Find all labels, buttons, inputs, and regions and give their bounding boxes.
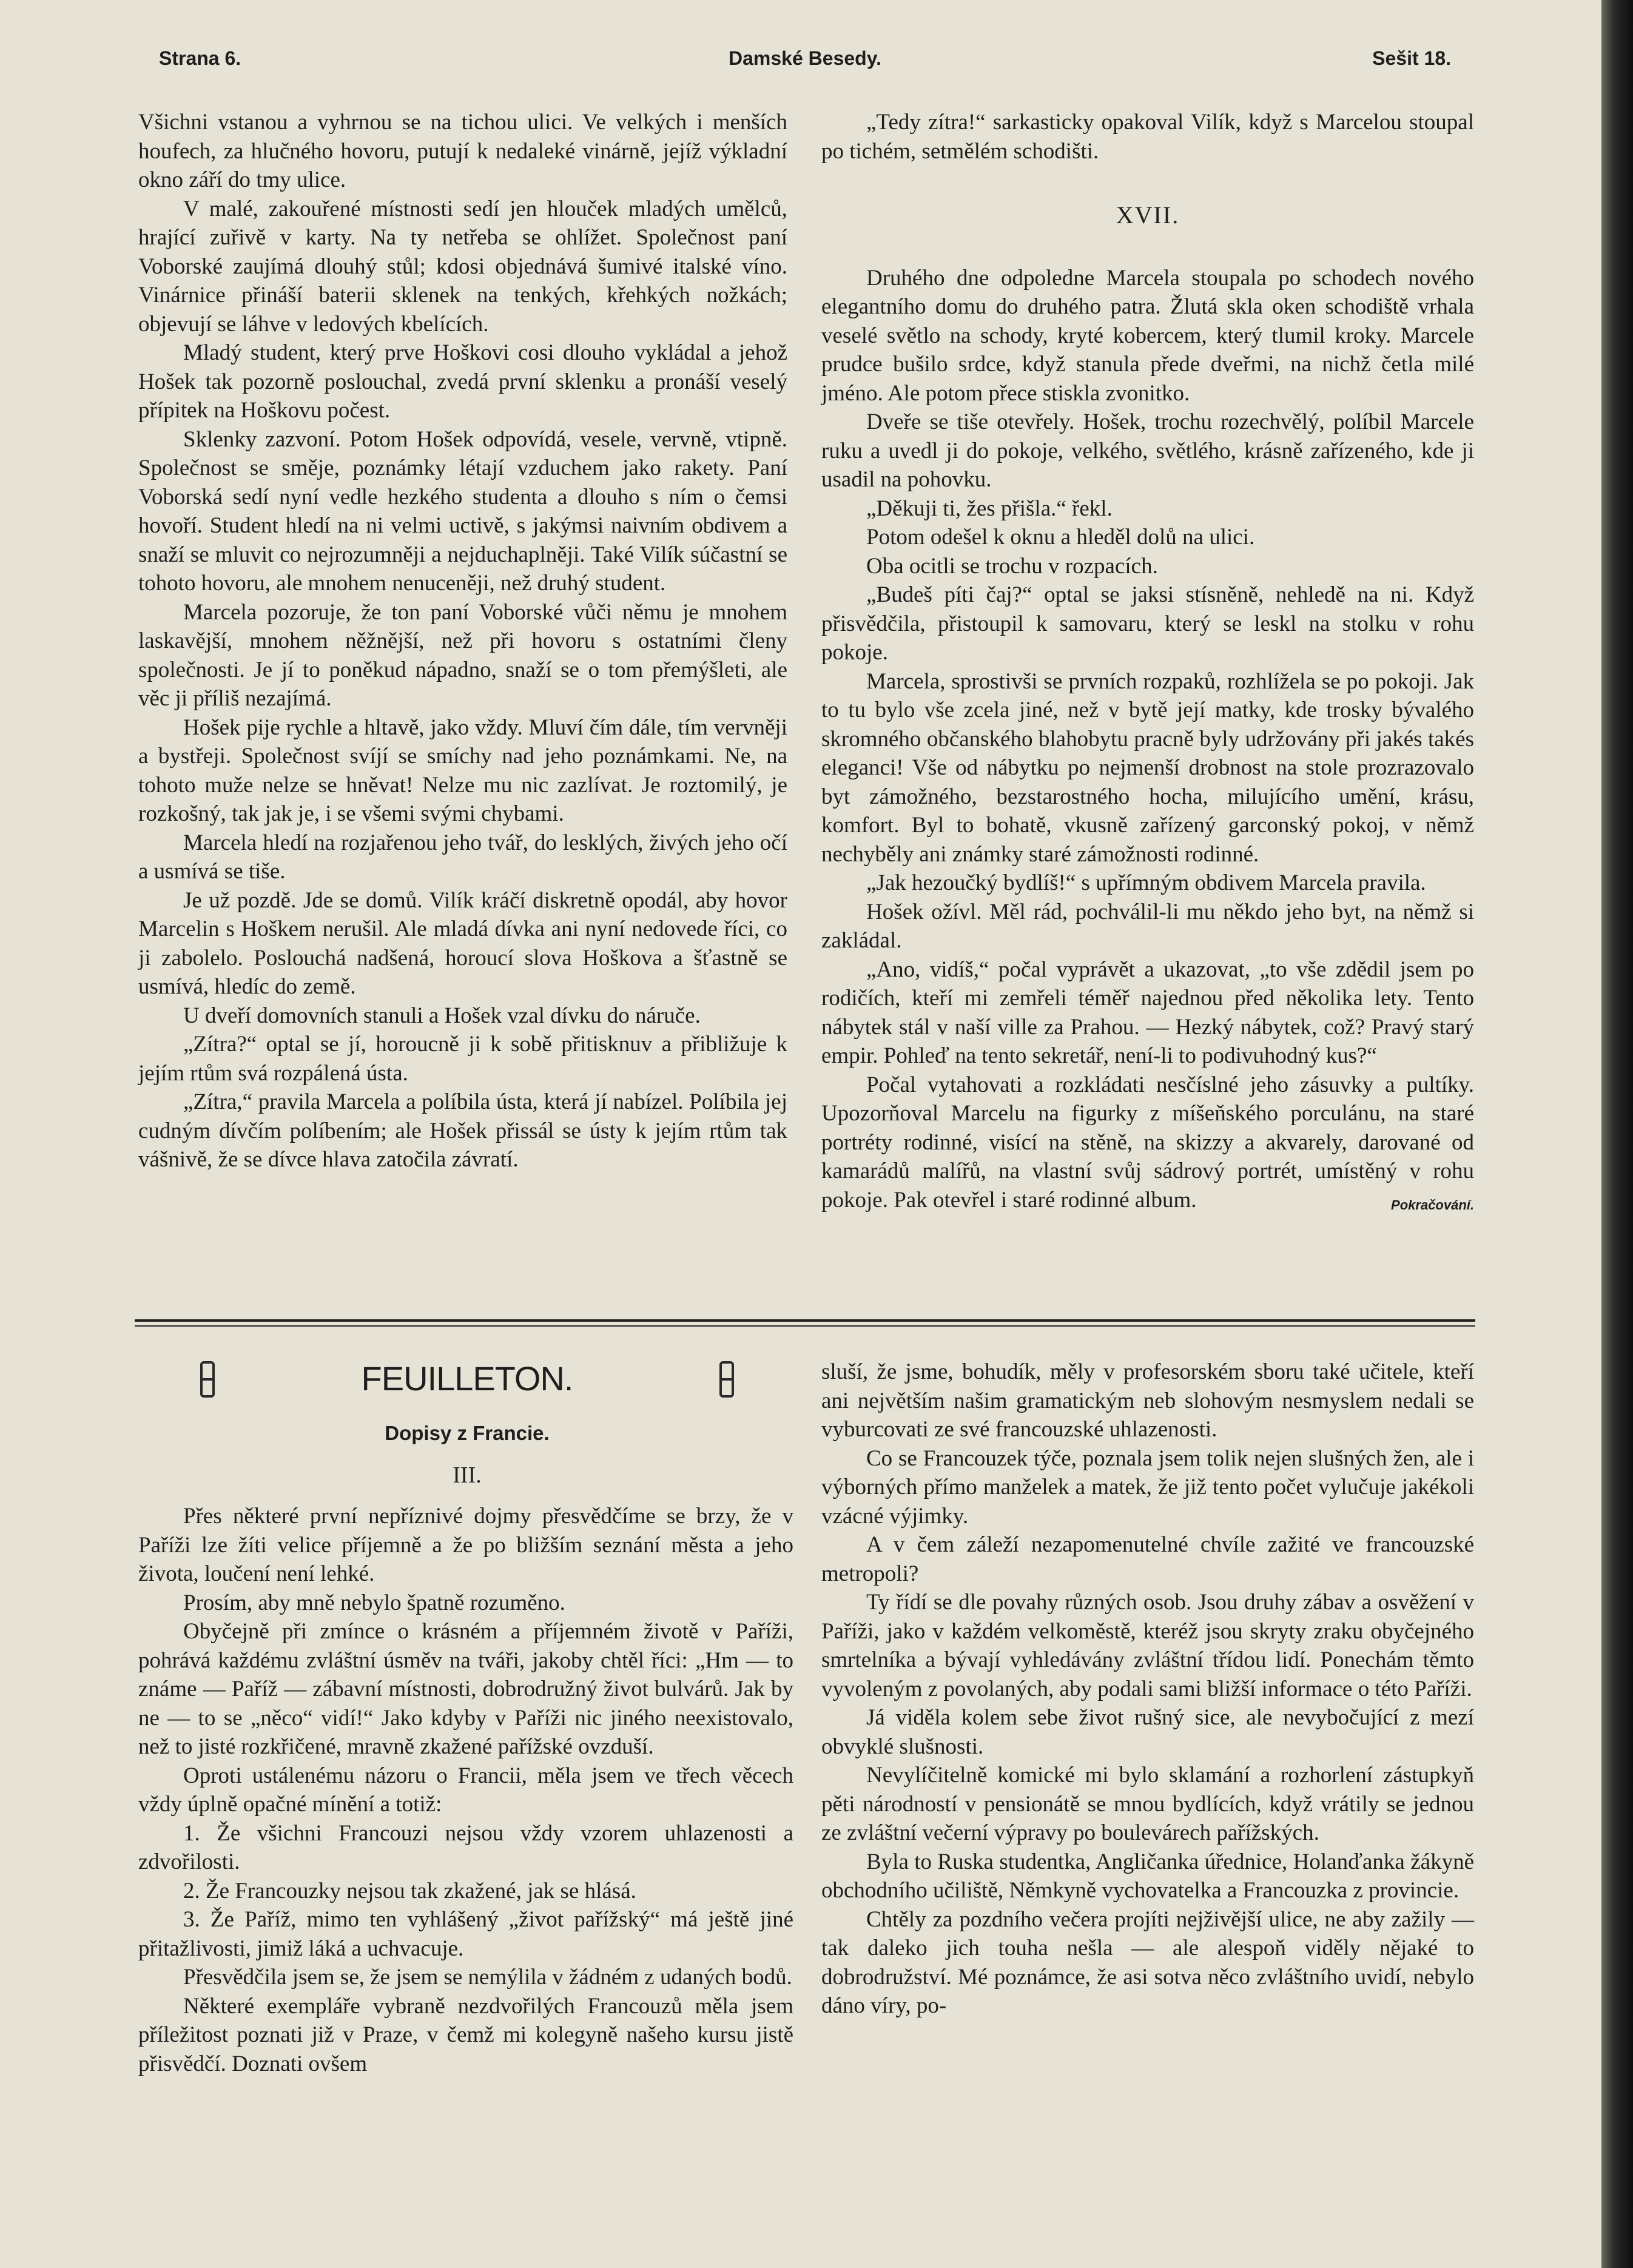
story-paragraph: Hošek ožívl. Měl rád, pochválil-li mu někdo jeho byt, na němž si zakládal. (821, 899, 1474, 953)
story-paragraph: Dveře se tiše otevřely. Hošek, trochu rozechvělý, políbil Marcele ruku a uvedl ji do pokoje, velkého, světlého, krásně zařízeného, kde ji usadil na pohovku. (821, 409, 1474, 492)
feuilleton-list-item: 2. Že Francouzky nejsou tak zkažené, jak se hlásá. (183, 1878, 636, 1903)
section-divider (135, 1319, 1475, 1322)
feuilleton-paragraph: Já viděla kolem sebe život rušný sice, ale nevybočující z mezí obvyklé slušnosti. (821, 1705, 1474, 1759)
story-paragraph: „Zítra,“ pravila Marcela a políbila ústa, která jí nabízel. Políbila jej cudným dívčím políbením; ale Hošek přissál se ústy k jejím rtům tak vášnivě, že se dívce hlava zatočila závratí. (138, 1089, 787, 1172)
story-paragraph: Všichni vstanou a vyhrnou se na tichou ulici. Ve velkých i menších houfech, za hlučného hovoru, putují k nedaleké vinárně, jejíž výkladní okno září do tmy ulice. (138, 110, 787, 192)
story-paragraph-text: Počal vytahovati a rozkládati nesčíslné jeho zásuvky a pultíky. Upozorňoval Marcelu na figurky z míšeňského porculánu, na staré portréty rodinné, visící na stěně, na skizzy a akvarely, darované od kamarádů malířů, na vlastní svůj sádrový portrét, umístěný v rohu pokoje. Pak otevřel i staré rodinné album. (821, 1072, 1474, 1213)
feuilleton-list-item: 1. Že všichni Francouzi nejsou vždy vzorem uhlazenosti a zdvořilosti. (138, 1820, 793, 1874)
story-paragraph: Druhého dne odpoledne Marcela stoupala po schodech nového elegantního domu do druhého patra. Žlutá skla oken schodiště vrhala veselé světlo na schody, kryté kobercem, který tlumil kroky. Marcele prudce bušilo srdce, když stanula přede dveřmi, na nichž četla milé jméno. Ale potom přece stiskla zvonitko. (821, 265, 1474, 406)
feuilleton-paragraph: Byla to Ruska studentka, Angličanka úřednice, Holanďanka žákyně obchodního učiliště, Němkyně vychovatelka a Francouzka z provincie. (821, 1849, 1474, 1903)
chapter-heading: XVII. (1116, 201, 1180, 229)
feuilleton-column-left (138, 1502, 793, 2078)
story-paragraph: Oba ocitli se trochu v rozpacích. (866, 553, 1158, 579)
story-paragraph: Marcela hledí na rozjařenou jeho tvář, do lesklých, živých jeho očí a usmívá se tiše. (138, 830, 787, 884)
magazine-title: Damské Besedy. (729, 47, 881, 69)
story-paragraph: V malé, zakouřené místnosti sedí jen hlouček mladých umělců, hrající zuřivě v karty. Na ty netřeba se ohlížet. Společnost paní Voborské zaujímá dlouhý stůl; kdosi objednává šumivé italské víno. Vinárnice přináší baterii sklenek na tenkých, křehkých nožkách; objevují se láhve v ledových kbelících. (138, 196, 787, 337)
feuilleton-paragraph: A v čem záleží nezapomenutelné chvíle zažité ve francouzské metropoli? (821, 1532, 1474, 1586)
feuilleton-paragraph: Oproti ustálenému názoru o Francii, měla jsem ve třech věcech vždy úplně opačné mínění a totiž: (138, 1763, 793, 1817)
story-paragraph: „Děkuji ti, žes přišla.“ řekl. (866, 496, 1113, 521)
page-edge-shadow (1601, 0, 1633, 2268)
feuilleton-paragraph: Prosím, aby mně nebylo špatně rozuměno. (183, 1590, 565, 1615)
feuilleton-part: III. (453, 1462, 482, 1488)
feuilleton-paragraph: Co se Francouzek týče, poznala jsem tolik nejen slušných žen, ale i výborných přímo manželek a matek, že již tento počet vylučuje jakékoli vzácné výjimky. (821, 1445, 1474, 1529)
feuilleton-paragraph: Chtěly za pozdního večera projíti nejživější ulice, ne aby zažily — tak daleko jich touha nešla — ale alespoň viděly nějaké to dobrodružství. Mé poznámce, že asi sotva něco zvláštního uvidí, nebylo dáno víry, po- (821, 1906, 1474, 2018)
feuilleton-paragraph: Obyčejně při zmínce o krásném a příjemném životě v Paříži, pohrává každému zvláštní úsměv na tváři, jakoby chtěl říci: „Hm — to známe — Paříž — zábavní místnosti, dobrodružný život bulvárů. Jak by ne — to se „něco“ vidí!“ Jako kdyby v Paříži nic jiného neexistovalo, než to jisté rozkřičené, mravně zkažené pařížské ovzduší. (138, 1619, 793, 1759)
page-number: Strana 6. (159, 47, 241, 69)
story-paragraph (821, 1071, 1474, 1215)
continued-note: Pokračování. (1391, 1197, 1474, 1213)
feuilleton-title: FEUILLETON. (361, 1359, 573, 1398)
page-header (159, 47, 1451, 81)
feuilleton-paragraph: Ty řídí se dle povahy různých osob. Jsou druhy zábav a osvěžení v Paříži, jako v každém velkoměstě, kteréž jsou skryty zraku obyčejného smrtelníka a bývají vyhledávány zvláštní třídou lidí. Ponechám těmto vyvoleným z povolaných, aby podali sami bližší informace o této Paříži. (821, 1590, 1474, 1701)
story-paragraph: Hošek pije rychle a hltavě, jako vždy. Mluví čím dále, tím vervněji a bystřeji. Společnost svíjí se smíchy nad jeho poznámkami. Ne, na tohoto muže nelze se hněvat! Nelze mu nic zazlívat. Je roztomilý, je rozkošný, tak jak je, i se všemi svými chybami. (138, 715, 787, 826)
story-paragraph: Mladý student, který prve Hoškovi cosi dlouho vykládal a jehož Hošek tak pozorně poslouchal, zvedá první sklenku a pronáší veselý přípitek na Hoškovu počest. (138, 340, 787, 423)
feuilleton-paragraph: Některé exempláře vybraně nezdvořilých Francouzů měla jsem příležitost poznati již v Praze, v čemž mi kolegyně našeho kursu jistě přisvědčí. Doznati ovšem (138, 1993, 793, 2076)
story-paragraph: Sklenky zazvoní. Potom Hošek odpovídá, vesele, vervně, vtipně. Společnost se směje, poznámky létají vzduchem jako rakety. Paní Voborská sedí nyní vedle hezkého studenta a dlouho s ním o čemsi hovoří. Student hledí na ni velmi uctivě, s jakýmsi naivním obdivem a snaží se mluvit co nejrozumněji a nejduchaplněji. Také Vilík súčastní se tohoto hovoru, ale mnohem nenuceněji, než druhý student. (138, 426, 787, 596)
section-divider-thin (135, 1325, 1475, 1327)
feuilleton-paragraph: sluší, že jsme, bohudík, měly v profesorském sboru také učitele, kteří ani největším našim gramatickým neb slohovým nesmyslem nedali se vyburcovati ze své francouzské uhlazenosti. (821, 1359, 1474, 1442)
feuilleton-heading (200, 1359, 734, 1407)
feuilleton-paragraph: Přes některé první nepříznivé dojmy přesvědčíme se brzy, že v Paříži lze žíti velice příjemně a že po bližším seznání města a jeho života, loučení není lehké. (138, 1504, 793, 1586)
story-paragraph: Marcela pozoruje, že ton paní Voborské vůči němu je mnohem laskavější, mnohem něžnější, než při hovoru s ostatními členy společnosti. Je jí to poněkud nápadno, snaží se o tom přemýšleti, ale věc ji příliš nezajímá. (138, 599, 787, 711)
feuilleton-subtitle: Dopisy z Francie. (385, 1422, 550, 1444)
story-paragraph: Potom odešel k oknu a hleděl dolů na ulici. (866, 525, 1255, 550)
story-paragraph: U dveří domovních stanuli a Hošek vzal dívku do náruče. (183, 1003, 701, 1028)
ornament-right-icon (719, 1361, 734, 1398)
story-paragraph: Je už pozdě. Jde se domů. Vilík kráčí diskretně opodál, aby hovor Marcelin s Hoškem nerušil. Ale mladá dívka ani nyní nedovede říci, co ji zabolelo. Poslouchá nadšená, horoucí slova Hoškova a šťastně se usmívá, hledíc do země. (138, 887, 787, 999)
story-paragraph: „Ano, vidíš,“ počal vyprávět a ukazovat, „to vše zdědil jsem po rodičích, kteří mi zemřeli téměř najednou před několika lety. Tento nábytek stál v naší ville za Prahou. — Hezký nábytek, což? Pravý starý empir. Pohleď na tento sekretář, není-li to podivuhodný kus?“ (821, 957, 1474, 1068)
feuilleton-paragraph: Nevylíčitelně komické mi bylo sklamání a rozhorlení zástupkyň pěti národností v pensionátě se mnou bydlících, když vrátily se jednou ze zvláštní večerní výpravy po boulevárech pařížských. (821, 1763, 1474, 1845)
issue-number: Sešit 18. (1372, 47, 1451, 69)
feuilleton-list-item: 3. Že Paříž, mimo ten vyhlášený „život pařížský“ má ještě jiné přitažlivosti, jimiž láká a uchvacuje. (138, 1907, 793, 1961)
story-paragraph: „Tedy zítra!“ sarkasticky opakoval Vilík, když s Marcelou stoupal po tichém, setmělém schodišti. (821, 110, 1474, 164)
story-column-right (821, 108, 1474, 1219)
story-paragraph: „Budeš píti čaj?“ optal se jaksi stísněně, nehledě na ni. Když přisvědčila, přistoupil k samovaru, který se leskl na stolku v rohu pokoje. (821, 582, 1474, 665)
story-column-left (138, 108, 787, 1174)
feuilleton-paragraph: Přesvědčila jsem se, že jsem se nemýlila v žádném z udaných bodů. (183, 1965, 792, 1990)
story-paragraph: „Jak hezoučký bydlíš!“ s upřímným obdivem Marcela pravila. (866, 870, 1426, 895)
feuilleton-column-right (821, 1358, 1474, 2021)
story-paragraph: Marcela, sprostivši se prvních rozpaků, rozhlížela se po pokoji. Jak to tu bylo vše zcela jiné, než v bytě její matky, kde trosky bývalého skromného občanského blahobytu pracně byly udržovány při jakés takés eleganci! Vše od nábytku po nejmenší drobnost na stole prozrazovalo byt zámožného, bezstarostného hocha, milujícího umění, krásu, komfort. Byl to bohatě, vkusně zařízený garconský pokoj, v němž nechyběly ani známky staré zámožnosti rodinné. (821, 668, 1474, 867)
story-paragraph: „Zítra?“ optal se jí, horoucně ji k sobě přitisknuv a přibližuje k jejím rtům svá rozpálená ústa. (138, 1032, 787, 1086)
